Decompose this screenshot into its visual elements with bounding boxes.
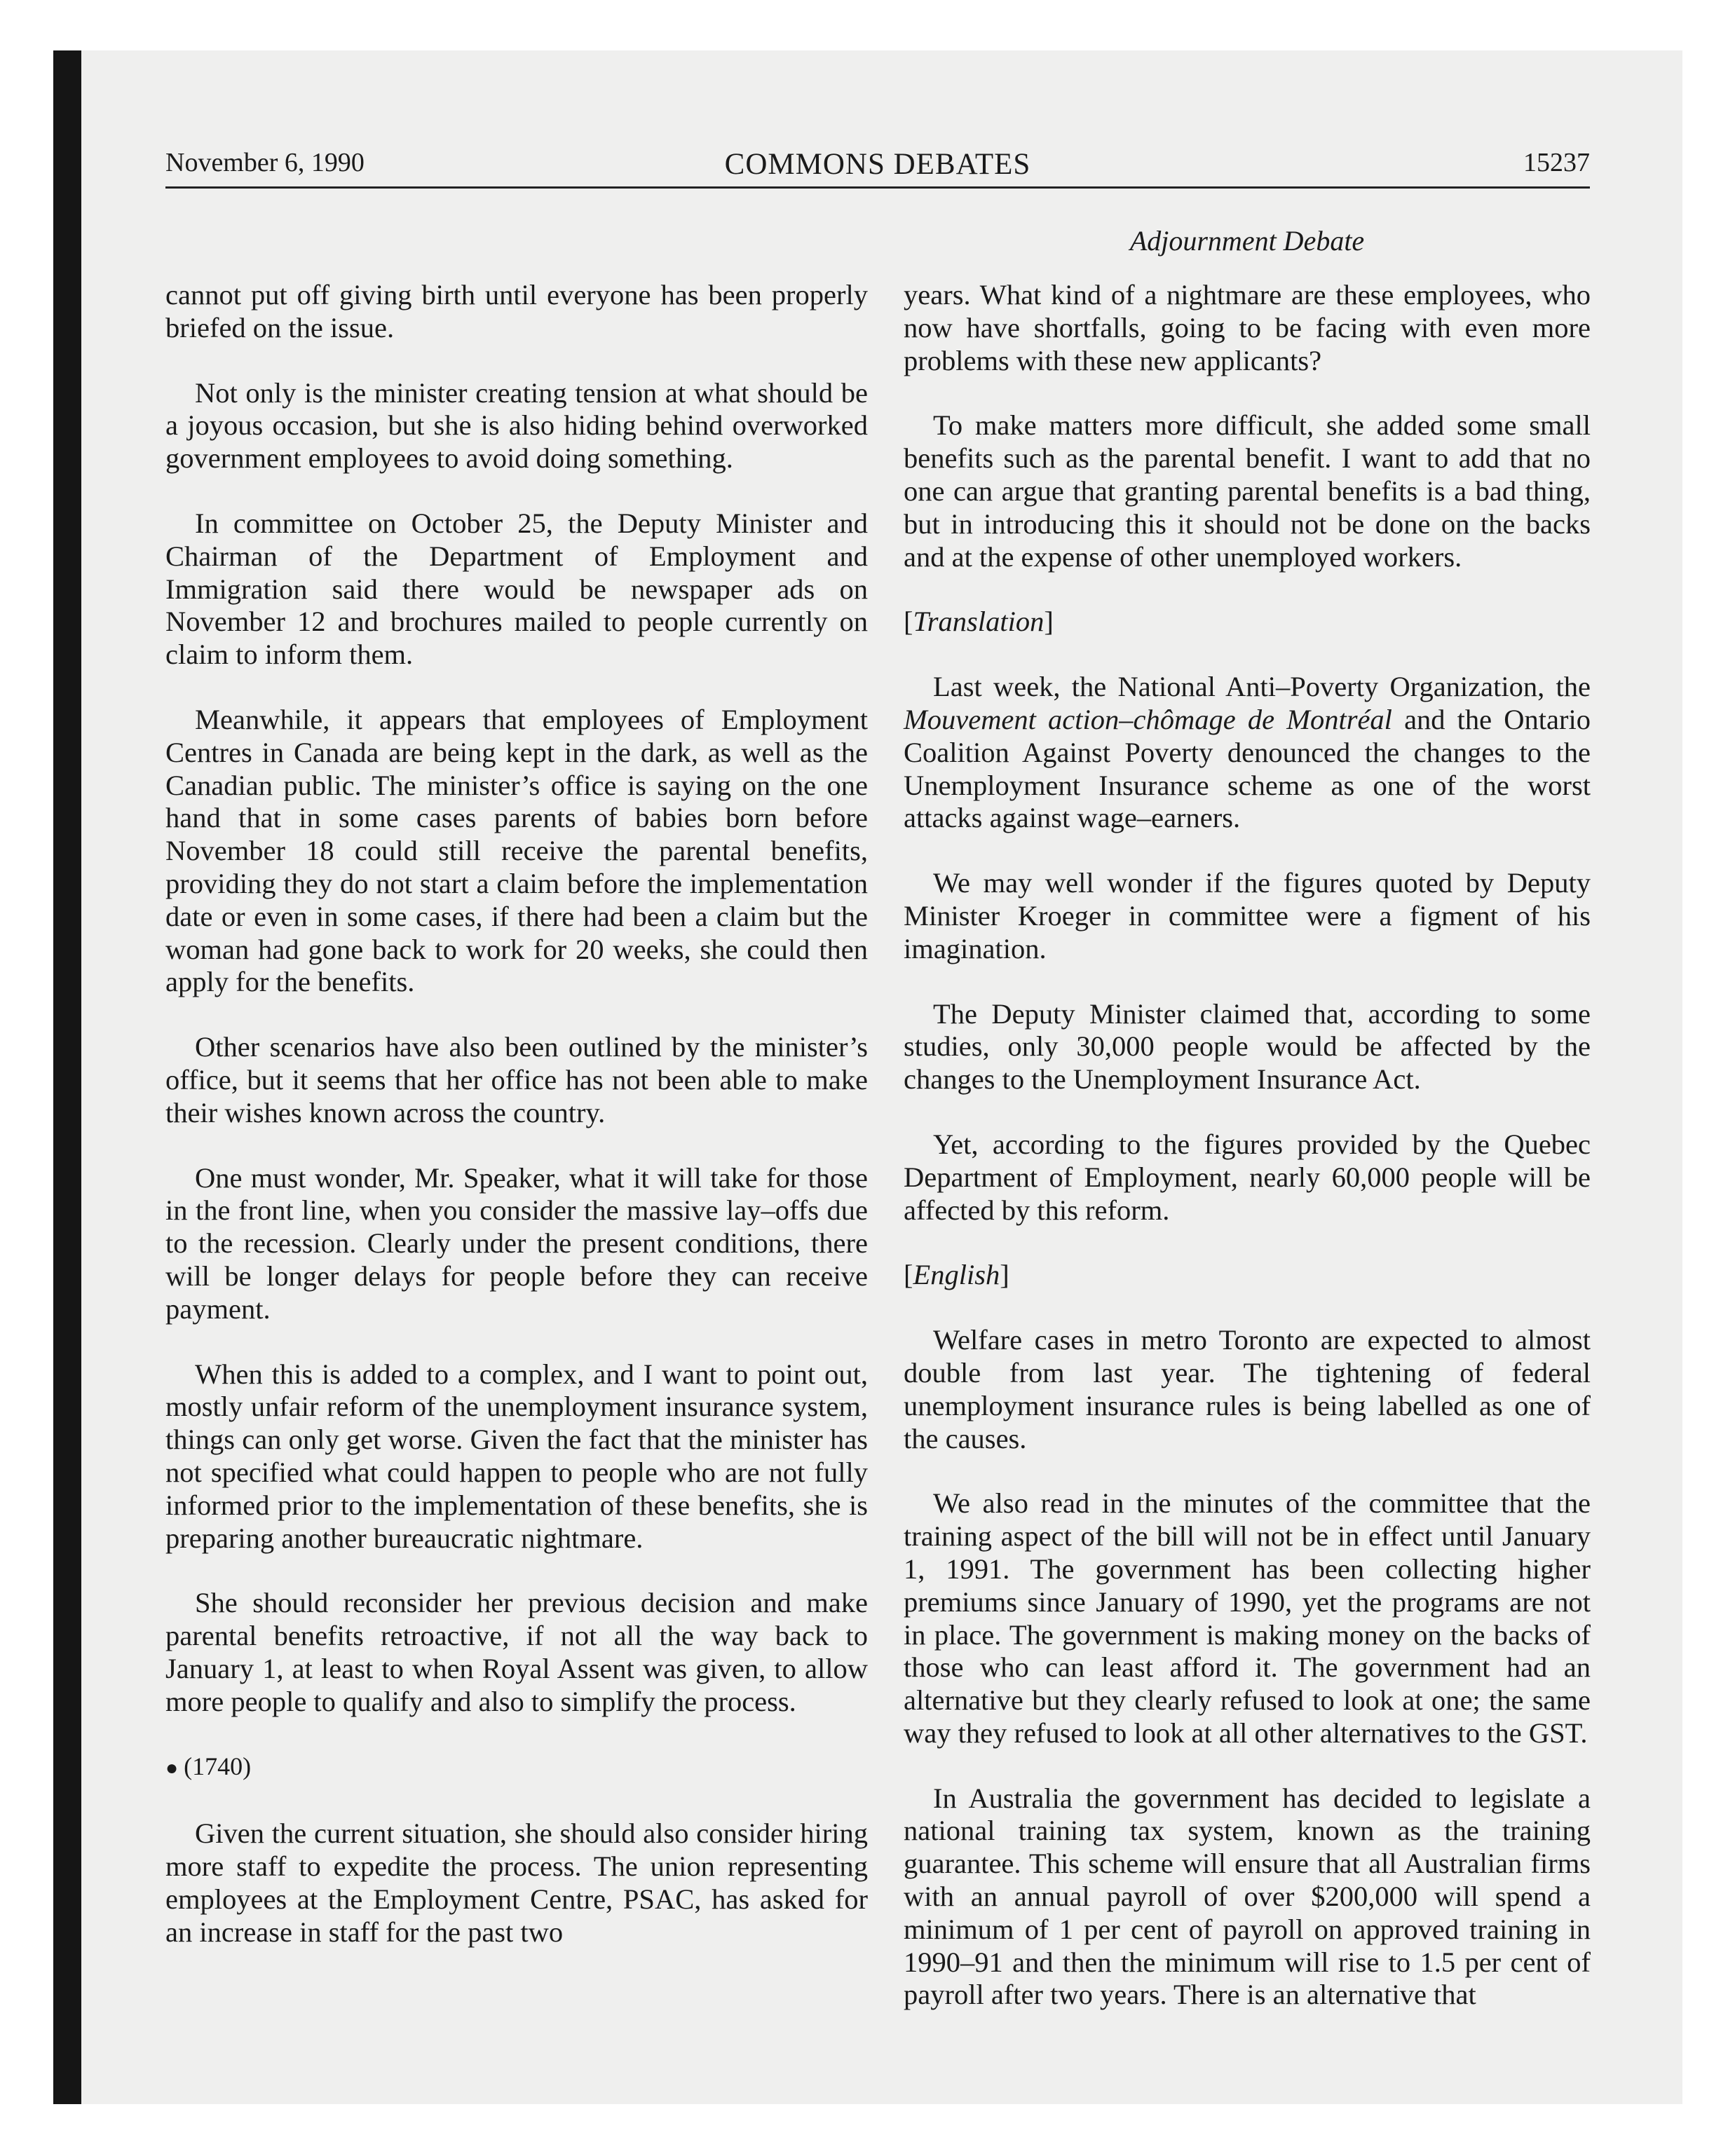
paragraph: One must wonder, Mr. Speaker, what it will take for those in the front line, when you consider the massive lay–offs due to the recession. Clearly under the present conditions, there will be longer delays for people before they can receive payment. xyxy=(165,1161,868,1325)
translation-label-text: Translation xyxy=(913,606,1045,638)
paragraph: She should reconsider her previous decision and make parental benefits retroactive, if not all the way back to January 1, at least to when Royal Assent was given, to allow more people to qualify and also to simplify the process. xyxy=(165,1587,868,1717)
english-label-text: English xyxy=(913,1259,1000,1291)
header-date: November 6, 1990 xyxy=(165,148,365,177)
paragraph-text: and the Ontario Coalition Against Poverty denounced the changes to the Unemployment Insurance scheme as one of the worst attacks against wage–earners. xyxy=(904,703,1591,834)
paragraph: Yet, according to the figures provided by the Quebec Department of Employment, nearly 60,000 people will be affected by this reform. xyxy=(904,1128,1591,1226)
bullet-icon: ● xyxy=(165,1756,179,1780)
binding-edge xyxy=(53,50,81,2104)
paragraph: Welfare cases in metro Toronto are expected to almost double from last year. The tightening of federal unemployment insurance rules is being labelled as one of the causes. xyxy=(904,1324,1591,1454)
header-page-number: 15237 xyxy=(1523,148,1590,177)
paragraph: We may well wonder if the figures quoted by Deputy Minister Kroeger in committee were a figment of his imagination. xyxy=(904,867,1591,964)
paragraph xyxy=(904,671,1591,835)
english-label: [English] xyxy=(904,1259,1009,1291)
organization-name: Mouvement action–chômage de Montréal xyxy=(904,703,1392,735)
paragraph: In committee on October 25, the Deputy Minister and Chairman of the Department of Employment and Immigration said there would be newspaper ads on November 12 and brochures mailed to people currently on claim to inform them. xyxy=(165,507,868,671)
paragraph: The Deputy Minister claimed that, according to some studies, only 30,000 people would be affected by the changes to the Unemployment Insurance Act. xyxy=(904,997,1591,1096)
paragraph: cannot put off giving birth until everyone has been properly briefed on the issue. xyxy=(165,279,868,343)
left-column xyxy=(165,279,868,1981)
paragraph: Other scenarios have also been outlined by the minister’s office, but it seems that her office has not been able to make their wishes known across the country. xyxy=(165,1031,868,1128)
paragraph: When this is added to a complex, and I want to point out, mostly unfair reform of the unemployment insurance system, things can only get worse. Given the fact that the minister has not specified what could happen to people who are not fully informed prior to the implementation of these benefits, she is preparing another bureaucratic nightmare. xyxy=(165,1358,868,1554)
time-marker xyxy=(165,1750,868,1785)
right-column xyxy=(904,279,1591,2044)
time-marker-text: (1740) xyxy=(184,1752,252,1781)
header-title: COMMONS DEBATES xyxy=(724,148,1031,181)
header-rule xyxy=(165,186,1590,189)
page-header xyxy=(165,147,1590,189)
paragraph: Given the current situation, she should also consider hiring more staff to expedite the process. The union representing employees at the Employment Centre, PSAC, has asked for an increase in staff for the past two xyxy=(165,1817,868,1948)
paragraph: Meanwhile, it appears that employees of Employment Centres in Canada are being kept in the dark, as well as the Canadian public. The minister’s office is saying on the one hand that in some cases parents of babies born before November 18 could still receive the parental benefits, providing they do not start a claim before the implementation date or even in some cases, if there had been a claim but the woman had gone back to work for 20 weeks, she could then apply for the benefits. xyxy=(165,703,868,998)
translation-label: [Translation] xyxy=(904,606,1054,638)
paragraph: We also read in the minutes of the committee that the training aspect of the bill will not be in effect until January 1, 1991. The government has been collecting higher premiums since January of 1990, yet the programs are not in place. The government is making money on the backs of those who can least afford it. The government had an alternative but they clearly refused to look at one; the same way they refused to look at all other alternatives to the GST. xyxy=(904,1487,1591,1749)
section-heading: Adjournment Debate xyxy=(1129,225,1365,257)
paragraph: years. What kind of a nightmare are these employees, who now have shortfalls, going to be facing with even more problems with these new applicants? xyxy=(904,279,1591,376)
paragraph-text: Last week, the National Anti–Poverty Organization, the xyxy=(933,671,1591,703)
paragraph: In Australia the government has decided to legislate a national training tax system, known as the training guarantee. This scheme will ensure that all Australian firms with an annual payroll of over $200,000 will spend a minimum of 1 per cent of payroll on approved training in 1990–91 and then the minimum will rise to 1.5 per cent of payroll after two years. There is an alternative that xyxy=(904,1782,1591,2011)
paragraph: To make matters more difficult, she added some small benefits such as the parental benefit. I want to add that no one can argue that granting parental benefits is a bad thing, but in introducing this it should not be done on the backs and at the expense of other unemployed workers. xyxy=(904,409,1591,573)
paragraph: Not only is the minister creating tension at what should be a joyous occasion, but she is also hiding behind overworked government employees to avoid doing something. xyxy=(165,376,868,475)
